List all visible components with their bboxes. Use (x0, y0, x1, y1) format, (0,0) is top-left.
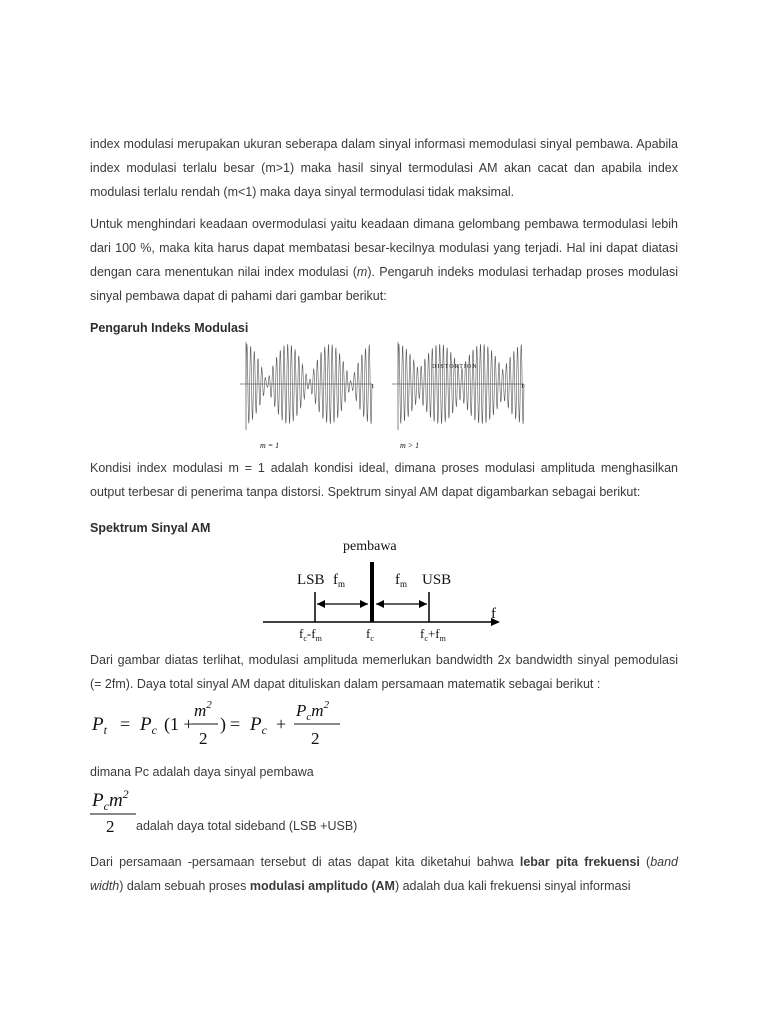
conclusion-bold-am: modulasi amplitudo (AM (249, 879, 395, 893)
formula-m-squared: $m^2$ (194, 699, 212, 720)
lsb-arrowhead-left (317, 600, 325, 608)
lsb-fm-label: $f_m$ (333, 572, 346, 589)
am-spectrum-diagram (255, 532, 515, 644)
conclusion-text-2: ( (639, 855, 651, 869)
formula-denominator-1: 2 (199, 729, 208, 748)
distortion-label: DISTORTION (432, 364, 478, 370)
paragraph-bandwidth: Dari gambar diatas terlihat, modulasi amplituda memerlukan bandwidth 2x bandwidth sinyal pemodulasi (= 2fm). Daya total sinyal AM dapat dituliskan dalam persamaan matematik sebagai berikut : (90, 653, 678, 691)
formula-total-power-svg (90, 696, 350, 752)
formula-pt: $P_t$ (92, 714, 107, 737)
formula-denominator-2: 2 (311, 729, 320, 748)
spectrum-figure (255, 532, 515, 644)
paragraph-modulation-index: index modulasi merupakan ukuran seberapa dalam sinyal informasi memodulasi sinyal pembawa. Apabila index modulasi terlalu besar (m>1) maka hasil sinyal termodulasi AM akan cacat dan apabila index modulasi terlalu rendah (m<1) maka daya sinyal termodulasi tidak maksimal. (90, 137, 678, 199)
sideband-denominator: 2 (106, 817, 115, 836)
usb-label: USB (422, 572, 452, 588)
tick-fc: $f_c$ (366, 626, 374, 643)
conclusion-text-4: ) adalah dua kali frekuensi sinyal informasi (394, 879, 631, 893)
label-m-greater-1: m > 1 (400, 441, 420, 450)
lsb-label: LSB (297, 572, 325, 588)
label-m-equal-1: m = 1 (260, 441, 280, 450)
formula-open: (1 + (164, 714, 194, 734)
formula-total-power (90, 696, 350, 752)
tick-fc-minus-fm: $f_c-f_m$ (299, 626, 322, 643)
conclusion-bold-bandwidth: lebar pita frekuensi (519, 855, 640, 869)
italic-m: m (356, 265, 368, 279)
paragraph-sideband-definition: adalah daya total sideband (LSB +USB) (136, 819, 358, 833)
tick-fc-plus-fm: $f_c+f_m$ (420, 626, 446, 643)
paragraph-pc-definition: dimana Pc adalah daya sinyal pembawa (90, 765, 314, 779)
sideband-numerator: $P_cm^2$ (92, 787, 129, 813)
formula-plus: + (276, 714, 287, 734)
heading-am-spectrum: Spektrum Sinyal AM (90, 521, 211, 535)
usb-arrowhead-left (376, 600, 384, 608)
axis-t-left: t (372, 382, 374, 390)
axis-t-right: t (522, 382, 524, 390)
formula-equals-2: = (230, 714, 241, 734)
heading-modulation-index: Pengaruh Indeks Modulasi (90, 321, 249, 335)
paragraph-conclusion (90, 850, 678, 898)
conclusion-text-3: ) dalam sebuah proses (119, 879, 250, 893)
paragraph-ideal-condition: Kondisi index modulasi m = 1 adalah kondisi ideal, dimana proses modulasi amplituda menghasilkan output terbesar di penerima tanpa distorsi. Spektrum sinyal AM dapat digambarkan sebagai berikut: (90, 461, 678, 499)
carrier-label: pembawa (343, 539, 397, 554)
formula-close: ) (220, 714, 226, 734)
usb-fm-label: $f_m$ (395, 572, 408, 589)
conclusion-italic-bandwidth: band width (90, 855, 679, 893)
formula-sideband-numerator: $P_cm^2$ (296, 699, 330, 723)
formula-equals-1: = (120, 714, 131, 734)
usb-arrowhead-right (419, 600, 427, 608)
paragraph-overmodulation (90, 212, 678, 308)
lsb-arrowhead-right (360, 600, 368, 608)
conclusion-text-1: Dari persamaan -persamaan tersebut di atas dapat kita diketahui bahwa (90, 855, 520, 869)
formula-pc: $P_c$ (140, 714, 157, 737)
formula-pc-2: $P_c$ (250, 714, 267, 737)
paragraph-overmodulation-text: Untuk menghindari keadaan overmodulasi yaitu keadaan dimana gelombang pembawa termodulasi lebih dari 100 %, maka kita harus dapat membatasi besar-kecilnya modulasi yang terjadi. Hal ini dapat diatasi dengan cara menentukan nilai index modulasi ( (90, 217, 678, 279)
axis-f-label: f (491, 606, 496, 622)
modulation-figure (232, 338, 530, 456)
paragraph-overmodulation-text-end: ). Pengaruh indeks modulasi terhadap proses modulasi sinyal pembawa dapat di pahami dari gambar berikut: (90, 265, 678, 303)
modulation-waveform-diagram (232, 338, 530, 456)
